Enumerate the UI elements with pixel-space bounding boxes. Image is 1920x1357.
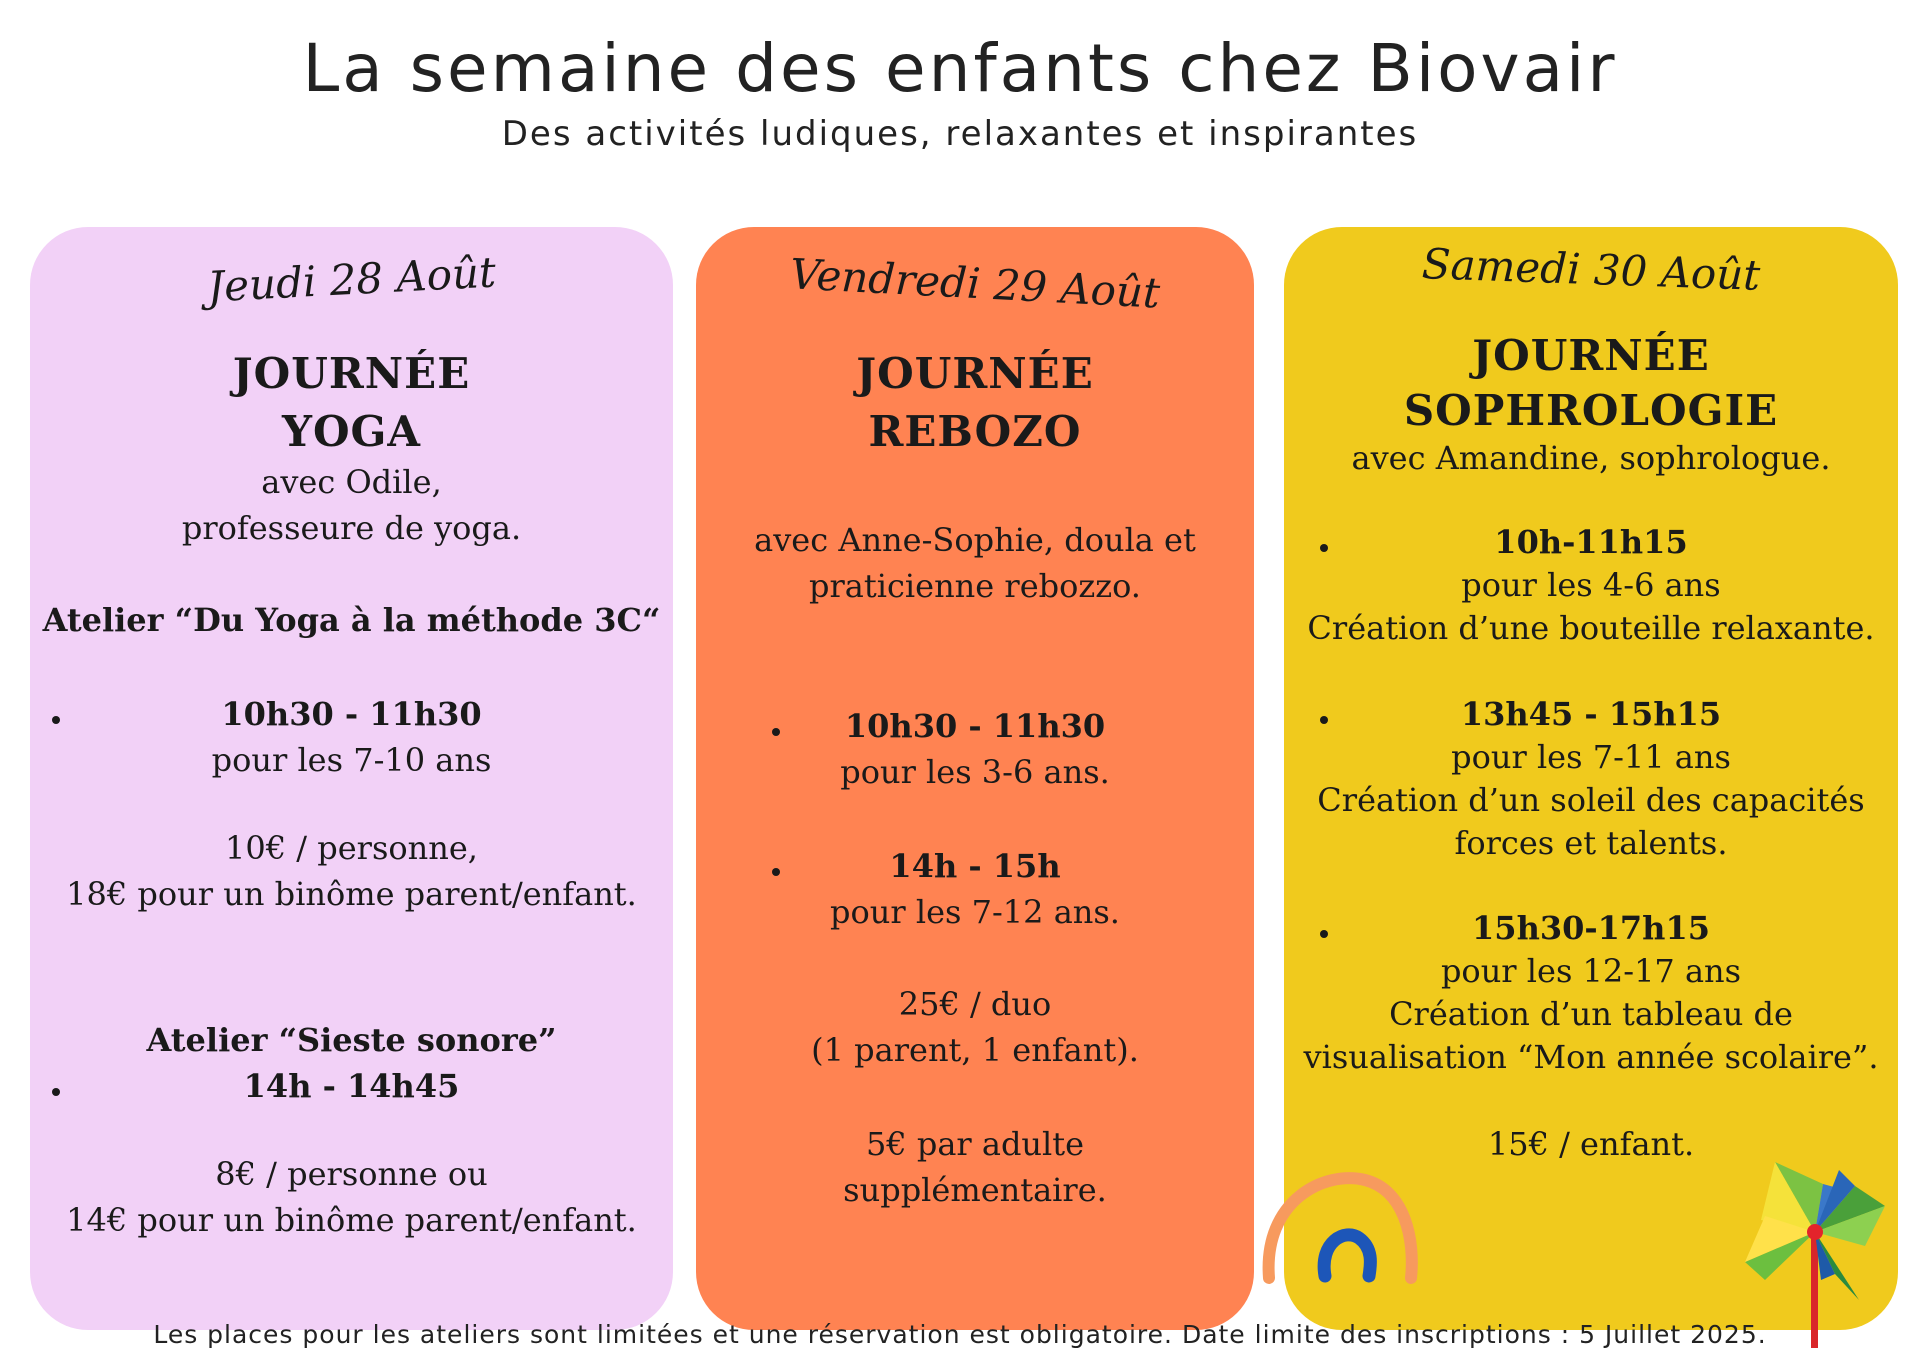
card-heading-line2: SOPHROLOGIE xyxy=(1403,386,1779,435)
price-line: 15€ / enfant. xyxy=(1487,1125,1695,1163)
host-line2: praticienne rebozzo. xyxy=(809,567,1141,605)
session-time: 10h-11h15 xyxy=(1494,523,1688,561)
card-friday xyxy=(696,227,1254,1330)
extra-price-line: 5€ par adulte xyxy=(865,1125,1085,1163)
workshop-title: Atelier “Du Yoga à la méthode 3C“ xyxy=(42,601,661,639)
price-line: 8€ / personne ou xyxy=(215,1155,488,1193)
card-heading-line2: YOGA xyxy=(281,407,422,456)
session-time: 15h30-17h15 xyxy=(1472,909,1710,947)
card-heading-line1: JOURNÉE xyxy=(1472,331,1710,380)
card-heading-line2: REBOZO xyxy=(868,407,1082,456)
session-description: Création d’une bouteille relaxante. xyxy=(1307,609,1875,647)
session-time: 10h30 - 11h30 xyxy=(844,707,1106,745)
card-thursday xyxy=(30,227,673,1330)
session-time: 10h30 - 11h30 xyxy=(221,695,482,733)
session-time: 14h - 15h xyxy=(889,847,1061,885)
session-description: Création d’un soleil des capacités xyxy=(1317,781,1865,819)
card-date: Vendredi 29 Août xyxy=(788,249,1162,318)
session-ages: pour les 12-17 ans xyxy=(1440,952,1742,990)
session-description: forces et talents. xyxy=(1454,824,1728,862)
session-time: 14h - 14h45 xyxy=(243,1067,460,1105)
session-ages: pour les 7-12 ans. xyxy=(830,893,1120,931)
card-date: Jeudi 28 Août xyxy=(206,247,497,312)
price-line: 18€ pour un binôme parent/enfant. xyxy=(66,875,637,913)
host-line1: avec Anne-Sophie, doula et xyxy=(754,521,1196,559)
host-line1: avec Odile, xyxy=(261,463,442,501)
host-line2: professeure de yoga. xyxy=(181,509,522,547)
price-line: (1 parent, 1 enfant). xyxy=(811,1031,1139,1069)
price-line: 10€ / personne, xyxy=(225,829,478,867)
page-subtitle: Des activités ludiques, relaxantes et inspirantes xyxy=(501,114,1419,154)
session-ages: pour les 4-6 ans xyxy=(1461,566,1721,604)
session-description: visualisation “Mon année scolaire”. xyxy=(1303,1038,1879,1076)
host-line: avec Amandine, sophrologue. xyxy=(1351,439,1831,477)
session-ages: pour les 7-11 ans xyxy=(1451,738,1731,776)
page-title: La semaine des enfants chez Biovair xyxy=(302,30,1618,107)
card-heading-line1: JOURNÉE xyxy=(856,349,1094,398)
card-date: Samedi 30 Août xyxy=(1420,239,1762,300)
price-line: 25€ / duo xyxy=(898,985,1052,1023)
session-time: 13h45 - 15h15 xyxy=(1460,695,1722,733)
session-ages: pour les 3-6 ans. xyxy=(840,753,1110,791)
price-line: 14€ pour un binôme parent/enfant. xyxy=(66,1201,637,1239)
session-description: Création d’un tableau de xyxy=(1389,995,1793,1033)
workshop-title: Atelier “Sieste sonore” xyxy=(146,1021,557,1059)
extra-price-line: supplémentaire. xyxy=(843,1171,1107,1209)
footer-note: Les places pour les ateliers sont limitées et une réservation est obligatoire. Date limite des inscriptions : 5 Juillet 2025. xyxy=(153,1320,1767,1349)
card-heading-line1: JOURNÉE xyxy=(232,349,471,398)
session-ages: pour les 7-10 ans xyxy=(211,741,492,779)
rainbow-icon xyxy=(1255,1160,1425,1290)
